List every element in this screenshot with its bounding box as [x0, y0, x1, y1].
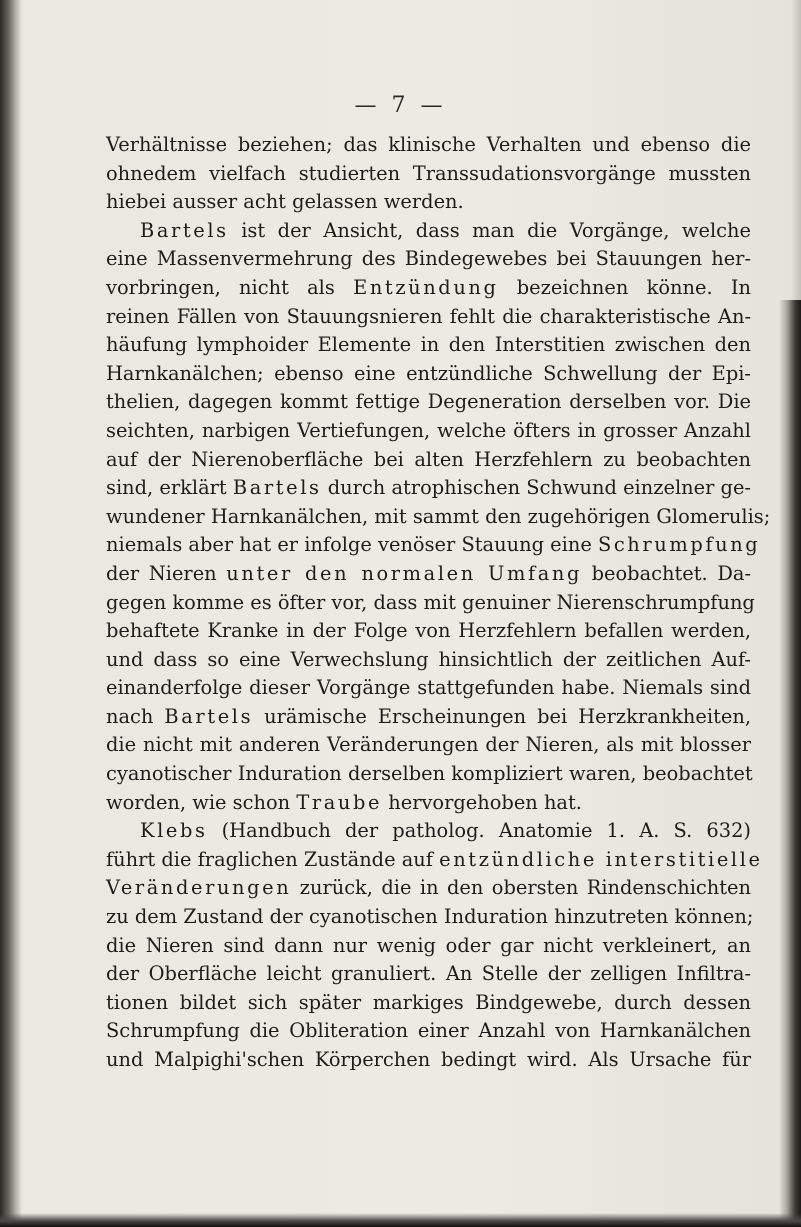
- author-name: Bartels: [164, 704, 254, 728]
- text-line: wundener Harnkanälchen, mit sammt den zugehörigen Glomerulis;: [106, 504, 771, 528]
- text-line: worden, wie schon Traube hervorgehoben hat.: [106, 790, 582, 814]
- page-number: — 7 —: [354, 93, 447, 118]
- author-name: Bartels: [232, 476, 322, 500]
- text-line: ohnedem vielfach studierten Transsudationsvorgänge mussten: [106, 161, 751, 185]
- author-name: Traube: [296, 790, 383, 814]
- text-line: nach Bartels urämische Erscheinungen bei Herzkrankheiten,: [106, 704, 751, 728]
- emphasis-term: Veränderungen: [106, 876, 292, 900]
- text-line: Verhältnisse beziehen; das klinische Verhalten und ebenso die: [106, 133, 751, 156]
- text-line: die nicht mit anderen Veränderungen der Nieren, als mit blosser: [106, 733, 751, 757]
- author-name: Bartels: [140, 218, 229, 242]
- text-line: reinen Fällen von Stauungsnieren fehlt die charakteristische An-: [106, 304, 751, 328]
- emphasis-term: unter den normalen Umfang: [226, 561, 582, 585]
- author-name: Klebs: [140, 819, 208, 843]
- text-line: führt die fraglichen Zustände auf entzündliche interstitielle: [106, 847, 763, 871]
- text-line: der Nieren unter den normalen Umfang beobachtet. Da-: [106, 561, 752, 585]
- text-line: auf der Nierenoberfläche bei alten Herzfehlern zu beobachten: [106, 447, 751, 471]
- text-line: Klebs (Handbuch der patholog. Anatomie 1. A. S. 632): [140, 819, 751, 843]
- emphasis-term: Entzündung: [353, 275, 499, 299]
- text-line: hiebei ausser acht gelassen werden.: [106, 190, 464, 214]
- text-line: tionen bildet sich später markiges Bindgewebe, durch dessen: [106, 990, 751, 1014]
- text-line: und dass so eine Verwechslung hinsichtlich der zeitlichen Auf-: [106, 647, 751, 671]
- text-line: die Nieren sind dann nur wenig oder gar nicht verkleinert, an: [106, 933, 751, 957]
- text-line: seichten, narbigen Vertiefungen, welche öfters in grosser Anzahl: [106, 418, 751, 442]
- page-edge-shadow-top: [791, 0, 801, 300]
- text-line: der Oberfläche leicht granuliert. An Stelle der zelligen Infiltra-: [106, 962, 751, 986]
- text-line: Bartels ist der Ansicht, dass man die Vorgänge, welche: [140, 218, 751, 242]
- text-line: gegen komme es öfter vor, dass mit genuiner Nierenschrumpfung: [106, 590, 755, 614]
- text-line: sind, erklärt Bartels durch atrophischen Schwund einzelner ge-: [106, 476, 751, 500]
- text-line: zu dem Zustand der cyanotischen Induration hinzutreten können;: [106, 905, 754, 929]
- text-line: Schrumpfung die Obliteration einer Anzahl von Harnkanälchen: [106, 1019, 751, 1043]
- text-line: Harnkanälchen; ebenso eine entzündliche Schwellung der Epi-: [106, 361, 751, 385]
- page-bottom-shadow: [0, 1213, 801, 1227]
- text-line: thelien, dagegen kommt fettige Degeneration derselben vor. Die: [106, 390, 751, 414]
- text-line: und Malpighi'schen Körperchen bedingt wird. Als Ursache für: [106, 1048, 751, 1071]
- body-text: [106, 131, 771, 1075]
- text-line: häufung lymphoider Elemente in den Interstitien zwischen den: [106, 333, 751, 357]
- book-binding-shadow: [0, 0, 22, 1227]
- emphasis-term: entzündliche interstitielle: [439, 847, 763, 871]
- text-line: behaftete Kranke in der Folge von Herzfehlern befallen werden,: [106, 619, 751, 643]
- page-edge-shadow: [779, 300, 801, 1227]
- text-line: vorbringen, nicht als Entzündung bezeichnen könne. In: [106, 275, 751, 299]
- text-line: eine Massenvermehrung des Bindegewebes bei Stauungen her-: [106, 247, 751, 271]
- emphasis-term: Schrumpfung: [597, 533, 761, 557]
- text-line: einanderfolge dieser Vorgänge stattgefunden habe. Niemals sind: [106, 676, 751, 700]
- text-line: cyanotischer Induration derselben kompliziert waren, beobachtet: [106, 762, 753, 786]
- text-line: Veränderungen zurück, die in den obersten Rindenschichten: [106, 876, 751, 900]
- text-line: niemals aber hat er infolge venöser Stauung eine Schrumpfung: [106, 533, 761, 557]
